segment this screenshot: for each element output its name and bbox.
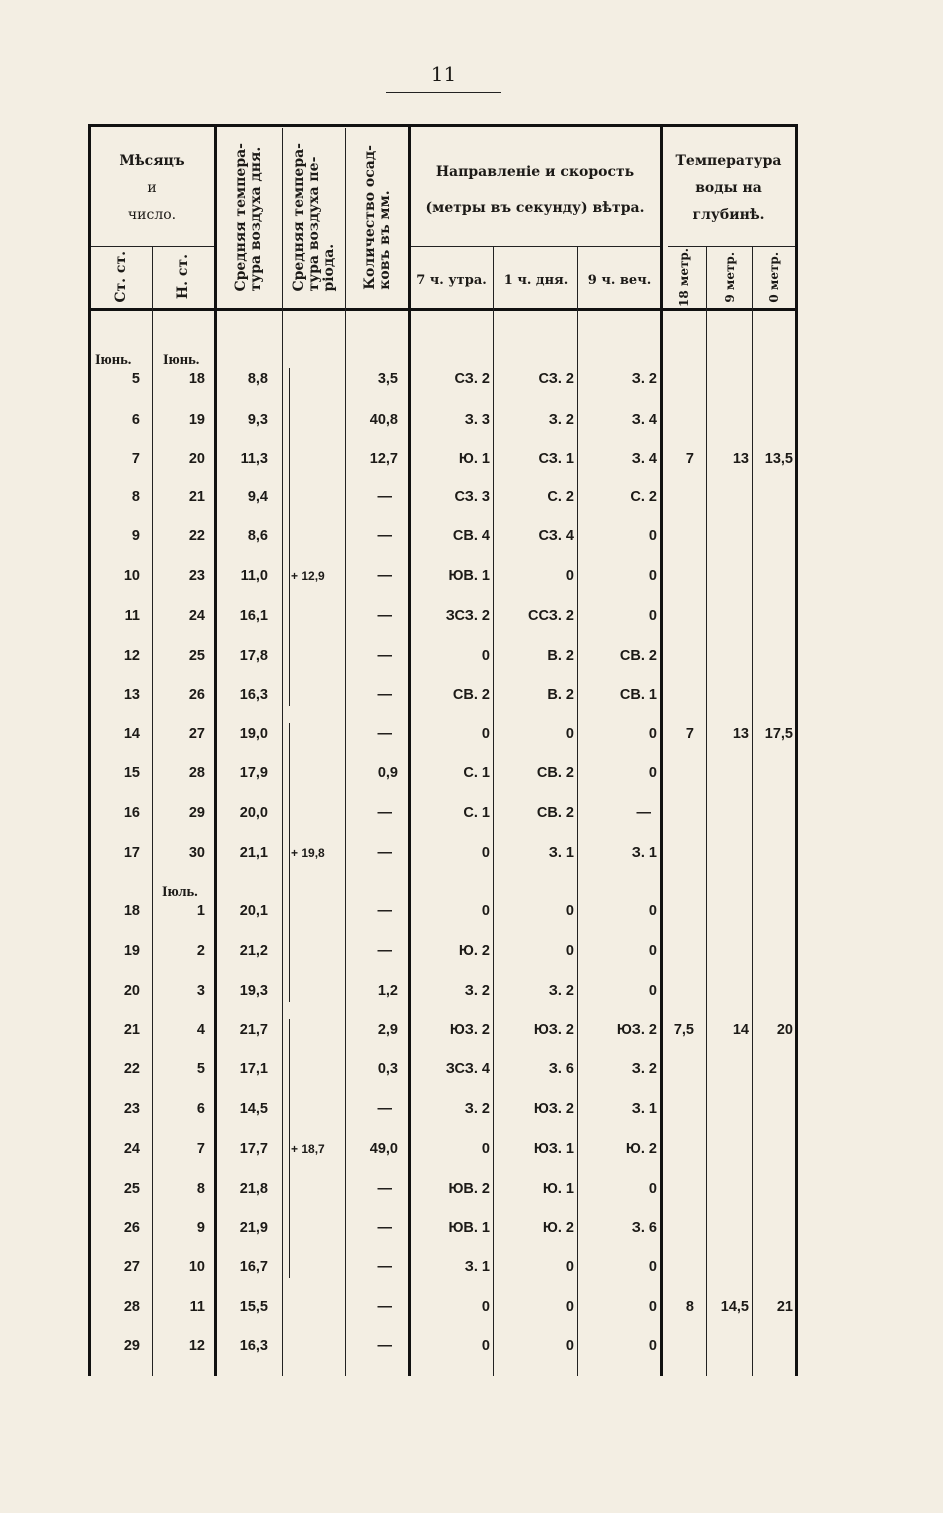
water-temp-d0: 13,5 bbox=[764, 451, 793, 467]
table-right-border bbox=[795, 124, 798, 1376]
cell-avg-day-temp: 14,5 bbox=[239, 1101, 268, 1117]
water-temp-d18: 8 bbox=[685, 1299, 694, 1315]
cell-precipitation: — bbox=[377, 1220, 392, 1236]
cell-wind-9pm: З. 2 bbox=[631, 1061, 657, 1077]
cell-new-style-day: 20 bbox=[188, 451, 205, 467]
cell-old-style-day: 7 bbox=[131, 451, 140, 467]
header-avg-period-line: тура воздуха пе- bbox=[306, 156, 322, 292]
cell-old-style-day: 21 bbox=[123, 1022, 140, 1038]
header-month-day bbox=[90, 134, 214, 242]
water-temp-d0: 17,5 bbox=[764, 726, 793, 742]
cell-old-style-day: 6 bbox=[131, 412, 140, 428]
cell-wind-7am: ЮВ. 2 bbox=[448, 1181, 490, 1197]
cell-precipitation: — bbox=[377, 648, 392, 664]
cell-old-style-day: 19 bbox=[123, 943, 140, 959]
cell-new-style-day: 28 bbox=[188, 765, 205, 781]
cell-avg-day-temp: 20,0 bbox=[239, 805, 268, 821]
period-brace bbox=[289, 368, 290, 706]
header-wind-7am: 7 ч. утра. bbox=[416, 272, 487, 288]
header-mid-rule-water bbox=[668, 246, 796, 247]
cell-wind-9pm: 0 bbox=[648, 1181, 657, 1197]
cell-precipitation: — bbox=[377, 489, 392, 505]
cell-wind-1pm: З. 2 bbox=[548, 412, 574, 428]
cell-avg-day-temp: 20,1 bbox=[239, 903, 268, 919]
cell-wind-9pm: 0 bbox=[648, 726, 657, 742]
cell-old-style-day: 24 bbox=[123, 1141, 140, 1157]
cell-precipitation: — bbox=[377, 726, 392, 742]
cell-precipitation: — bbox=[377, 608, 392, 624]
cell-wind-7am: 0 bbox=[481, 726, 490, 742]
cell-new-style-day: 18 bbox=[188, 371, 205, 387]
water-temp-d18: 7 bbox=[685, 726, 694, 742]
cell-wind-7am: З. 1 bbox=[464, 1259, 490, 1275]
cell-new-style-day: 6 bbox=[196, 1101, 205, 1117]
cell-wind-7am: СВ. 2 bbox=[452, 687, 490, 703]
cell-avg-day-temp: 16,1 bbox=[239, 608, 268, 624]
header-month-day-line: число. bbox=[127, 206, 177, 223]
cell-wind-7am: С. 1 bbox=[463, 805, 490, 821]
col-divider-wind-water bbox=[660, 124, 663, 1376]
cell-new-style-day: 3 bbox=[196, 983, 205, 999]
cell-new-style-day: 19 bbox=[188, 412, 205, 428]
cell-old-style-day: 27 bbox=[123, 1259, 140, 1275]
col-divider-temp-period bbox=[282, 128, 283, 1376]
cell-wind-9pm: — bbox=[636, 805, 651, 821]
cell-wind-1pm: 0 bbox=[565, 1259, 574, 1275]
cell-avg-day-temp: 16,3 bbox=[239, 687, 268, 703]
cell-wind-7am: 0 bbox=[481, 648, 490, 664]
cell-wind-7am: ЗСЗ. 2 bbox=[445, 608, 490, 624]
cell-new-style-day: 12 bbox=[188, 1338, 205, 1354]
cell-wind-9pm: С. 2 bbox=[630, 489, 657, 505]
col-divider-st-nst bbox=[152, 246, 153, 1376]
cell-precipitation: — bbox=[377, 568, 392, 584]
cell-old-style-day: 18 bbox=[123, 903, 140, 919]
cell-avg-day-temp: 21,1 bbox=[239, 845, 268, 861]
cell-old-style-day: 14 bbox=[123, 726, 140, 742]
cell-precipitation: — bbox=[377, 903, 392, 919]
cell-wind-7am: ЮВ. 1 bbox=[448, 568, 490, 584]
cell-precipitation: 0,9 bbox=[377, 765, 398, 781]
header-precip-line: Количество осад- bbox=[361, 144, 378, 290]
cell-wind-7am: 0 bbox=[481, 1338, 490, 1354]
cell-wind-9pm: 0 bbox=[648, 608, 657, 624]
period-brace bbox=[289, 1019, 290, 1278]
cell-wind-1pm: ЮЗ. 1 bbox=[533, 1141, 574, 1157]
cell-precipitation: — bbox=[377, 687, 392, 703]
cell-avg-day-temp: 11,3 bbox=[240, 451, 268, 467]
col-divider-d9-d0 bbox=[752, 246, 753, 1376]
cell-avg-day-temp: 21,7 bbox=[239, 1022, 268, 1038]
cell-old-style-day: 28 bbox=[123, 1299, 140, 1315]
cell-wind-1pm: СЗ. 4 bbox=[538, 528, 574, 544]
cell-new-style-day: 30 bbox=[188, 845, 205, 861]
cell-old-style-day: 16 bbox=[123, 805, 140, 821]
cell-wind-9pm: 0 bbox=[648, 528, 657, 544]
month-label-june-new: Іюнь. bbox=[163, 352, 200, 368]
cell-new-style-day: 27 bbox=[188, 726, 205, 742]
cell-precipitation: — bbox=[377, 1181, 392, 1197]
cell-precipitation: 49,0 bbox=[369, 1141, 398, 1157]
period-avg-temp: + 12,9 bbox=[291, 569, 325, 583]
header-month-day-line: и bbox=[147, 179, 157, 196]
cell-wind-1pm: 0 bbox=[565, 1338, 574, 1354]
cell-new-style-day: 26 bbox=[188, 687, 205, 703]
col-divider-date-temp bbox=[214, 124, 217, 1376]
cell-new-style-day: 23 bbox=[188, 568, 205, 584]
cell-new-style-day: 5 bbox=[196, 1061, 205, 1077]
header-water-line: воды на bbox=[695, 179, 762, 196]
cell-wind-1pm: ЮЗ. 2 bbox=[533, 1101, 574, 1117]
cell-wind-7am: 0 bbox=[481, 903, 490, 919]
cell-wind-9pm: 0 bbox=[648, 1338, 657, 1354]
header-depth-18: 18 метр. bbox=[676, 247, 691, 307]
cell-wind-1pm: СЗ. 1 bbox=[538, 451, 574, 467]
cell-avg-day-temp: 19,0 bbox=[239, 726, 268, 742]
cell-wind-9pm: З. 1 bbox=[631, 1101, 657, 1117]
cell-wind-7am: 0 bbox=[481, 845, 490, 861]
cell-wind-1pm: ЮЗ. 2 bbox=[533, 1022, 574, 1038]
header-water-temp bbox=[662, 134, 795, 242]
cell-new-style-day: 11 bbox=[189, 1299, 205, 1315]
cell-avg-day-temp: 17,8 bbox=[239, 648, 268, 664]
cell-new-style-day: 29 bbox=[188, 805, 205, 821]
cell-wind-7am: СЗ. 3 bbox=[454, 489, 490, 505]
cell-new-style-day: 8 bbox=[196, 1181, 205, 1197]
cell-wind-1pm: 0 bbox=[565, 943, 574, 959]
cell-wind-9pm: З. 1 bbox=[631, 845, 657, 861]
cell-wind-7am: 0 bbox=[481, 1141, 490, 1157]
cell-wind-9pm: З. 2 bbox=[631, 371, 657, 387]
cell-avg-day-temp: 16,7 bbox=[239, 1259, 268, 1275]
month-label-july-new: Іюль. bbox=[162, 884, 198, 900]
cell-wind-7am: ЮЗ. 2 bbox=[449, 1022, 490, 1038]
cell-precipitation: — bbox=[377, 845, 392, 861]
cell-old-style-day: 17 bbox=[123, 845, 140, 861]
cell-wind-1pm: СВ. 2 bbox=[536, 805, 574, 821]
cell-precipitation: — bbox=[377, 528, 392, 544]
header-avg-period-line: Средняя темпера- bbox=[291, 142, 307, 292]
header-avg-period-line: ріода. bbox=[321, 243, 337, 292]
table-left-border bbox=[88, 124, 91, 1376]
cell-new-style-day: 2 bbox=[196, 943, 205, 959]
cell-wind-7am: Ю. 1 bbox=[458, 451, 490, 467]
page-number: 11 bbox=[430, 62, 457, 86]
header-depth-9: 9 метр. bbox=[722, 251, 737, 303]
cell-wind-9pm: З. 6 bbox=[631, 1220, 657, 1236]
cell-precipitation: — bbox=[377, 943, 392, 959]
cell-old-style-day: 22 bbox=[123, 1061, 140, 1077]
water-temp-d9: 13 bbox=[732, 451, 749, 467]
cell-wind-1pm: 0 bbox=[565, 726, 574, 742]
cell-wind-7am: З. 2 bbox=[464, 1101, 490, 1117]
cell-old-style-day: 10 bbox=[123, 568, 140, 584]
cell-wind-1pm: ССЗ. 2 bbox=[528, 608, 574, 624]
cell-precipitation: — bbox=[377, 1101, 392, 1117]
cell-old-style-day: 9 bbox=[131, 528, 140, 544]
cell-avg-day-temp: 8,6 bbox=[247, 528, 268, 544]
period-avg-temp: + 19,8 bbox=[291, 846, 325, 860]
cell-precipitation: 40,8 bbox=[369, 412, 398, 428]
header-water-line: глубинѣ. bbox=[692, 206, 765, 223]
water-temp-d0: 21 bbox=[776, 1299, 793, 1315]
cell-new-style-day: 24 bbox=[188, 608, 205, 624]
header-mid-rule-wind bbox=[410, 246, 660, 247]
cell-wind-1pm: 0 bbox=[565, 1299, 574, 1315]
cell-old-style-day: 29 bbox=[123, 1338, 140, 1354]
cell-avg-day-temp: 9,3 bbox=[247, 412, 268, 428]
cell-wind-1pm: 0 bbox=[565, 903, 574, 919]
cell-precipitation: — bbox=[377, 1338, 392, 1354]
cell-wind-9pm: 0 bbox=[648, 1259, 657, 1275]
cell-wind-7am: ЮВ. 1 bbox=[448, 1220, 490, 1236]
water-temp-d9: 14 bbox=[732, 1022, 749, 1038]
header-old-style: Ст. ст. bbox=[112, 251, 129, 303]
cell-precipitation: 2,9 bbox=[377, 1022, 398, 1038]
header-avg-day-line: тура воздуха дня. bbox=[248, 146, 264, 292]
cell-wind-7am: СЗ. 2 bbox=[454, 371, 490, 387]
cell-new-style-day: 25 bbox=[188, 648, 205, 664]
cell-avg-day-temp: 21,8 bbox=[239, 1181, 268, 1197]
col-divider-w7-w1 bbox=[493, 246, 494, 1376]
cell-wind-7am: ЗСЗ. 4 bbox=[445, 1061, 490, 1077]
header-wind-1pm: 1 ч. дня. bbox=[503, 272, 569, 288]
cell-new-style-day: 4 bbox=[196, 1022, 205, 1038]
col-divider-precip-wind bbox=[408, 124, 411, 1376]
header-precip-line: ковъ въ мм. bbox=[376, 190, 393, 290]
cell-wind-1pm: С. 2 bbox=[547, 489, 574, 505]
cell-wind-9pm: СВ. 1 bbox=[619, 687, 657, 703]
period-avg-temp: + 18,7 bbox=[291, 1142, 325, 1156]
cell-wind-1pm: Ю. 2 bbox=[542, 1220, 574, 1236]
water-temp-d9: 13 bbox=[732, 726, 749, 742]
cell-wind-1pm: З. 1 bbox=[548, 845, 574, 861]
cell-new-style-day: 21 bbox=[188, 489, 205, 505]
header-avg-day-line: Средняя темпера- bbox=[233, 142, 249, 292]
cell-wind-9pm: 0 bbox=[648, 1299, 657, 1315]
cell-old-style-day: 12 bbox=[123, 648, 140, 664]
cell-avg-day-temp: 19,3 bbox=[239, 983, 268, 999]
cell-old-style-day: 26 bbox=[123, 1220, 140, 1236]
cell-new-style-day: 7 bbox=[196, 1141, 205, 1157]
cell-avg-day-temp: 9,4 bbox=[247, 489, 268, 505]
col-divider-d18-d9 bbox=[706, 246, 707, 1376]
header-month-day-line: Мѣсяцъ bbox=[119, 152, 185, 169]
cell-wind-1pm: З. 2 bbox=[548, 983, 574, 999]
cell-precipitation: — bbox=[377, 1299, 392, 1315]
cell-wind-7am: З. 3 bbox=[464, 412, 490, 428]
cell-wind-9pm: З. 4 bbox=[631, 451, 657, 467]
cell-precipitation: 1,2 bbox=[377, 983, 398, 999]
header-avg-day-temp bbox=[216, 128, 282, 306]
cell-old-style-day: 25 bbox=[123, 1181, 140, 1197]
cell-avg-day-temp: 17,9 bbox=[239, 765, 268, 781]
cell-wind-1pm: 0 bbox=[565, 568, 574, 584]
cell-avg-day-temp: 15,5 bbox=[239, 1299, 268, 1315]
cell-precipitation: 3,5 bbox=[377, 371, 398, 387]
cell-old-style-day: 15 bbox=[123, 765, 140, 781]
cell-old-style-day: 5 bbox=[131, 371, 140, 387]
header-new-style: Н. ст. bbox=[175, 254, 191, 300]
cell-wind-7am: Ю. 2 bbox=[458, 943, 490, 959]
col-divider-period-precip bbox=[345, 128, 346, 1376]
cell-precipitation: — bbox=[377, 1259, 392, 1275]
cell-wind-1pm: В. 2 bbox=[547, 648, 574, 664]
cell-new-style-day: 1 bbox=[196, 903, 205, 919]
header-avg-period-temp bbox=[284, 128, 345, 306]
cell-old-style-day: 11 bbox=[124, 608, 140, 624]
cell-precipitation: — bbox=[377, 805, 392, 821]
cell-wind-7am: С. 1 bbox=[463, 765, 490, 781]
cell-avg-day-temp: 17,7 bbox=[239, 1141, 268, 1157]
water-temp-d18: 7 bbox=[685, 451, 694, 467]
cell-wind-9pm: 0 bbox=[648, 983, 657, 999]
cell-avg-day-temp: 16,3 bbox=[239, 1338, 268, 1354]
water-temp-d0: 20 bbox=[776, 1022, 793, 1038]
cell-new-style-day: 22 bbox=[188, 528, 205, 544]
header-wind-line: Направленіе и скорость bbox=[435, 164, 635, 180]
cell-precipitation: 12,7 bbox=[369, 451, 398, 467]
cell-wind-1pm: СВ. 2 bbox=[536, 765, 574, 781]
cell-avg-day-temp: 8,8 bbox=[247, 371, 268, 387]
cell-wind-9pm: 0 bbox=[648, 765, 657, 781]
header-bottom-rule bbox=[88, 308, 796, 311]
cell-old-style-day: 23 bbox=[123, 1101, 140, 1117]
header-wind-line: (метры въ секунду) вѣтра. bbox=[425, 200, 645, 216]
header-wind bbox=[410, 140, 660, 240]
cell-old-style-day: 8 bbox=[131, 489, 140, 505]
period-brace bbox=[289, 723, 290, 1002]
col-divider-w1-w9 bbox=[577, 246, 578, 1376]
cell-wind-1pm: З. 6 bbox=[548, 1061, 574, 1077]
cell-avg-day-temp: 11,0 bbox=[240, 568, 268, 584]
cell-wind-9pm: 0 bbox=[648, 568, 657, 584]
cell-wind-9pm: 0 bbox=[648, 943, 657, 959]
cell-new-style-day: 9 bbox=[196, 1220, 205, 1236]
cell-old-style-day: 20 bbox=[123, 983, 140, 999]
cell-old-style-day: 13 bbox=[123, 687, 140, 703]
cell-new-style-day: 10 bbox=[188, 1259, 205, 1275]
month-label-june-old: Іюнь. bbox=[95, 352, 132, 368]
cell-precipitation: 0,3 bbox=[377, 1061, 398, 1077]
water-temp-d18: 7,5 bbox=[673, 1022, 694, 1038]
water-temp-d9: 14,5 bbox=[720, 1299, 749, 1315]
cell-wind-9pm: 0 bbox=[648, 903, 657, 919]
cell-wind-7am: СВ. 4 bbox=[452, 528, 490, 544]
cell-wind-1pm: В. 2 bbox=[547, 687, 574, 703]
cell-wind-1pm: Ю. 1 bbox=[542, 1181, 574, 1197]
cell-avg-day-temp: 21,9 bbox=[239, 1220, 268, 1236]
table-top-rule bbox=[88, 124, 798, 127]
cell-wind-9pm: З. 4 bbox=[631, 412, 657, 428]
header-depth-0: 0 метр. bbox=[767, 251, 781, 303]
cell-wind-9pm: Ю. 2 bbox=[625, 1141, 657, 1157]
cell-wind-9pm: СВ. 2 bbox=[619, 648, 657, 664]
header-precipitation bbox=[347, 128, 408, 306]
cell-wind-7am: З. 2 bbox=[464, 983, 490, 999]
header-wind-9pm: 9 ч. веч. bbox=[587, 272, 652, 288]
header-water-line: Температура bbox=[675, 152, 782, 169]
cell-avg-day-temp: 17,1 bbox=[239, 1061, 268, 1077]
cell-wind-7am: 0 bbox=[481, 1299, 490, 1315]
cell-wind-1pm: СЗ. 2 bbox=[538, 371, 574, 387]
cell-wind-9pm: ЮЗ. 2 bbox=[616, 1022, 657, 1038]
cell-avg-day-temp: 21,2 bbox=[239, 943, 268, 959]
